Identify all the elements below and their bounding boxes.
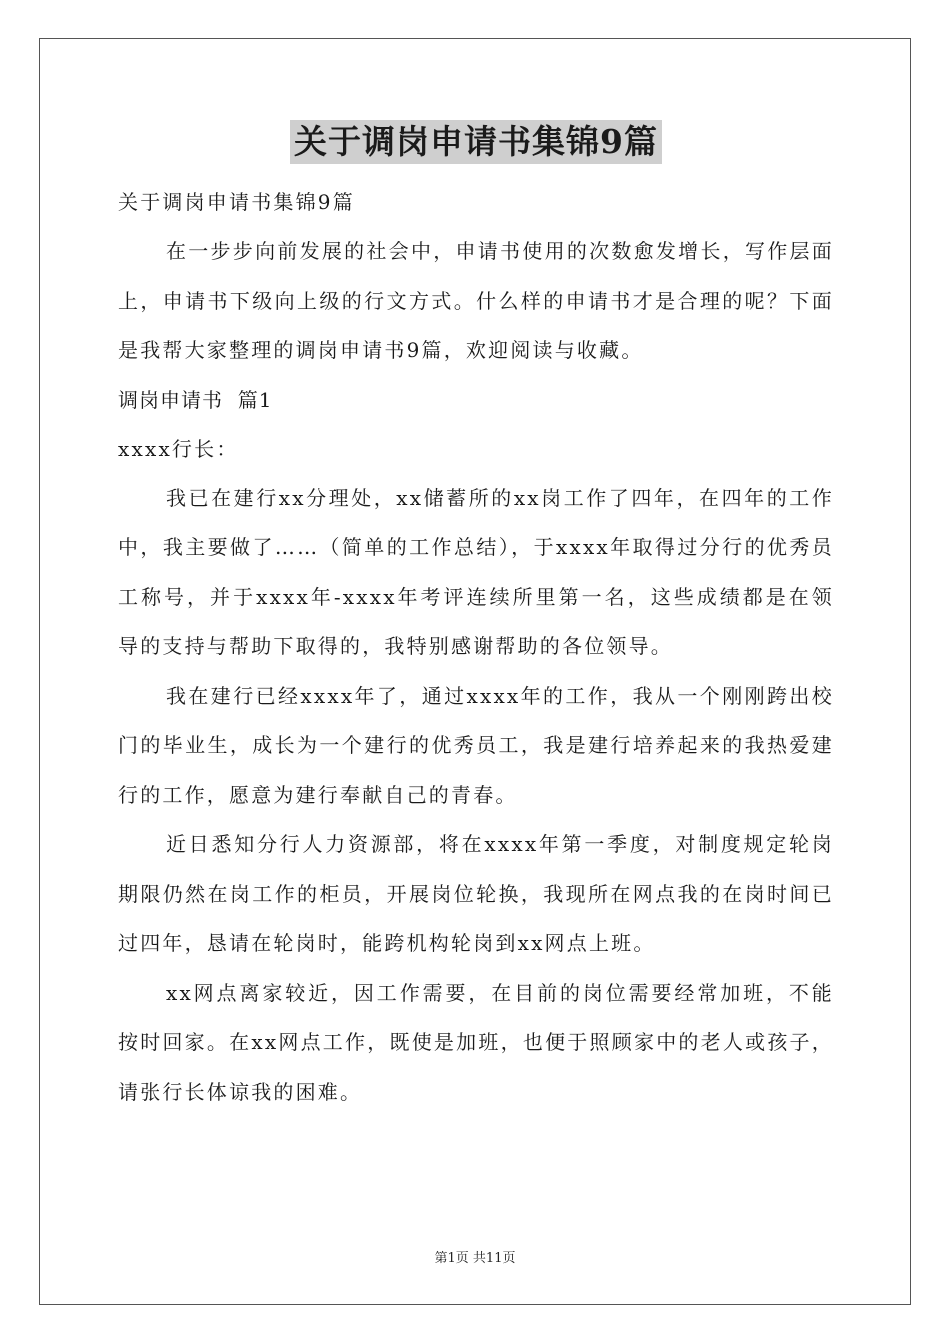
body-paragraph-4: xx网点离家较近，因工作需要，在目前的岗位需要经常加班，不能按时回家。在xx网点工作，既使是加班，也便于照顾家中的老人或孩子，请张行长体谅我的困难。 — [118, 980, 834, 1104]
body-paragraph-2: 我在建行已经xxxx年了，通过xxxx年的工作，我从一个刚刚跨出校门的毕业生，成长为一个建行的优秀员工，我是建行培养起来的我热爱建行的工作，愿意为建行奉献自己的青春。 — [118, 683, 834, 807]
document-body — [118, 120, 834, 1117]
document-subtitle: 关于调岗申请书集锦9篇 — [118, 190, 355, 214]
body-paragraph-1: 我已在建行xx分理处，xx储蓄所的xx岗工作了四年，在四年的工作中，我主要做了……（简单的工作总结），于xxxx年取得过分行的优秀员工称号，并于xxxx年-xxxx年考评连续所里第一名，这些成绩都是在领导的支持与帮助下取得的，我特别感谢帮助的各位领导。 — [118, 485, 834, 658]
section-heading: 调岗申请书 篇1 — [118, 387, 273, 412]
intro-paragraph: 在一步步向前发展的社会中，申请书使用的次数愈发增长，写作层面上，申请书下级向上级的行文方式。什么样的申请书才是合理的呢？下面是我帮大家整理的调岗申请书9篇，欢迎阅读与收藏。 — [118, 239, 834, 362]
salutation: xxxx行长： — [118, 436, 239, 461]
document-title: 关于调岗申请书集锦9篇 — [290, 120, 662, 164]
title-container — [118, 120, 834, 172]
body-paragraph-3: 近日悉知分行人力资源部，将在xxxx年第一季度，对制度规定轮岗期限仍然在岗工作的柜员，开展岗位轮换，我现所在网点我的在岗时间已过四年，恳请在轮岗时，能跨机构轮岗到xx网点上班。 — [118, 832, 834, 955]
page-footer: 第1页 共11页 — [434, 1251, 516, 1266]
